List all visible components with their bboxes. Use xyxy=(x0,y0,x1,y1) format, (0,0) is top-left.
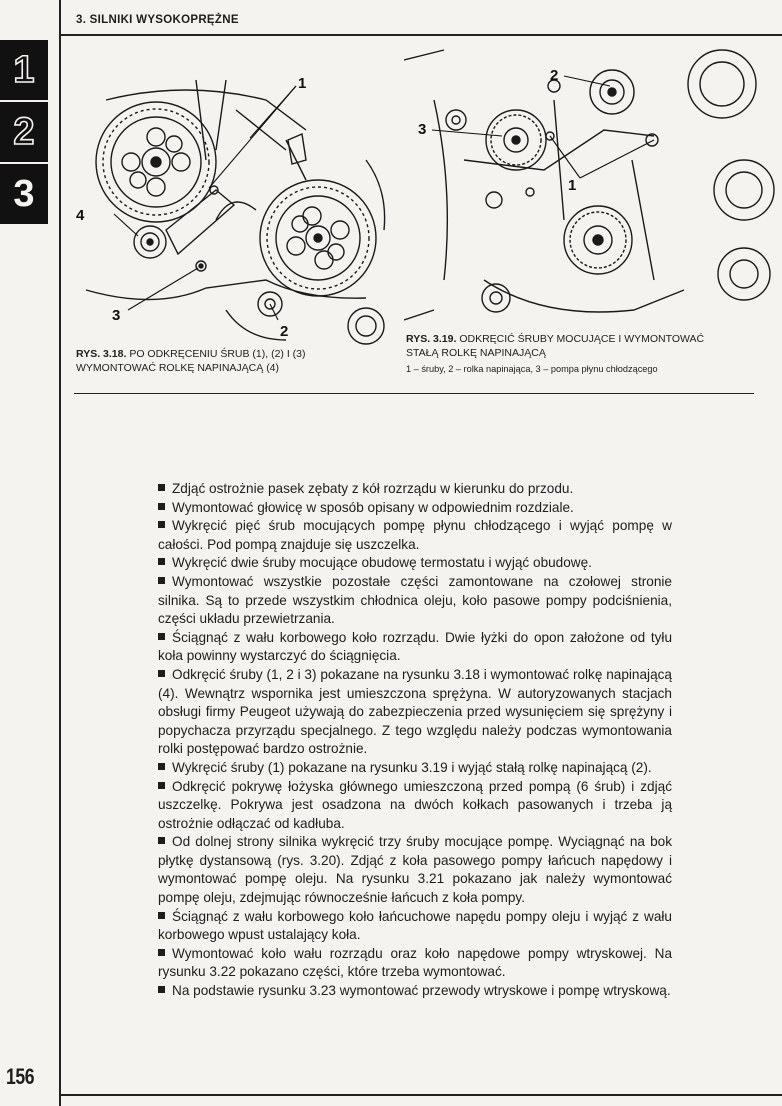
bullet-icon xyxy=(158,912,165,919)
callout-3: 3 xyxy=(112,307,121,324)
instruction-paragraph: Wykręcić pięć śrub mocujących pompę płynu chłodzącego i wyjąć pompę w całości. Pod pompą znajduje się uszczelka. xyxy=(158,518,672,552)
bullet-icon xyxy=(158,503,165,510)
chapter-tab-3: 3 xyxy=(0,164,48,224)
instruction-paragraph: Wykręcić śruby (1) pokazane na rysunku 3.19 i wyjąć stałą rolkę napinającą (2). xyxy=(158,759,672,778)
bullet-icon xyxy=(158,949,165,956)
callout-1: 1 xyxy=(568,177,577,194)
callout-3: 3 xyxy=(418,121,427,138)
instruction-paragraph: Ściągnąć z wału korbowego koło rozrządu. Dwie łyżki do opon założone od tyłu koła powinny wystarczyć do ściągnięcia. xyxy=(158,629,672,664)
figure-3-19-caption xyxy=(406,332,706,360)
header-rule xyxy=(60,34,782,36)
bullet-icon xyxy=(158,763,165,770)
instruction-paragraph: Wykręcić dwie śruby mocujące obudowę termostatu i wyjąć obudowę. xyxy=(158,554,672,573)
figure-3-19-caption-text: ODKRĘCIĆ ŚRUBY MOCUJĄCE I WYMONTOWAĆ STAŁĄ ROLKĘ NAPINAJĄCĄ xyxy=(406,333,705,359)
injection-pump-gear xyxy=(564,206,632,274)
instruction-paragraph: Wymontować wszystkie pozostałe części zamontowane na czołowej stronie silnika. Są to przede wszystkim chłodnica oleju, koło pasowe pompy podciśnienia, części układu przewietrzania. xyxy=(158,573,672,627)
footer-rule xyxy=(60,1094,782,1096)
instruction-paragraph: Odkręcić śruby (1, 2 i 3) pokazane na rysunku 3.18 i wymontować rolkę napinającą (4). Wewnątrz wspornika jest umieszczona sprężyna. W autoryzowanych stacjach obsługi firmy Peugeot używają do zabezpieczenia przed wysunięciem się sprężyny i popychacza przyrządu specjalnego. Z tego względu należy podczas wymontowania rolki postępować bardzo ostrożnie. xyxy=(158,666,672,757)
instruction-paragraph: Od dolnej strony silnika wykręcić trzy śruby mocujące pompę. Wyciągnąć na bok płytkę dystansową (rys. 3.20). Zdjąć z koła pasowego pompy łańcuch napędowy i wymontować pompę oleju. Na rysunku 3.21 pokazano jak należy wymontować pompę oleju, zdejmując równocześnie łańcuch z koła pompy. xyxy=(158,834,672,906)
chapter-tab-2: 2 xyxy=(0,102,48,162)
instruction-paragraph: Na podstawie rysunku 3.23 wymontować przewody wtryskowe i pompę wtryskową. xyxy=(158,982,672,1001)
tensioner-roller xyxy=(134,190,234,258)
figure-3-19-legend: 1 – śruby, 2 – rolka napinająca, 3 – pompa płynu chłodzącego xyxy=(406,364,658,374)
fixed-tensioner-roller xyxy=(590,70,634,114)
instruction-paragraph: Zdjąć ostrożnie pasek zębaty z kół rozrządu w kierunku do przodu. xyxy=(158,480,672,499)
chapter-tab-1: 1 xyxy=(0,40,48,100)
instructions-text xyxy=(158,480,672,1001)
engine-housing-lines xyxy=(86,80,385,344)
bullet-icon xyxy=(158,782,165,789)
callout-2: 2 xyxy=(550,67,559,84)
left-margin-rule xyxy=(59,0,61,1106)
bullet-icon xyxy=(158,558,165,565)
instruction-paragraph: Wymontować głowicę w sposób opisany w odpowiednim rozdziale. xyxy=(158,499,672,518)
bullet-icon xyxy=(158,484,165,491)
figure-3-18-caption-text: PO ODKRĘCENIU ŚRUB (1), (2) I (3) WYMONTOWAĆ ROLKĘ NAPINAJĄCĄ (4) xyxy=(76,348,306,374)
figure-3-19-number: RYS. 3.19. xyxy=(406,333,457,345)
bullet-icon xyxy=(158,986,165,993)
bullet-icon xyxy=(158,521,165,528)
coolant-pump-gear xyxy=(486,110,546,170)
callout-2: 2 xyxy=(280,323,289,340)
bullet-icon xyxy=(158,633,165,640)
bullet-icon xyxy=(158,577,165,584)
callout-1: 1 xyxy=(298,75,307,92)
bullet-icon xyxy=(158,837,165,844)
figures-separator-rule xyxy=(74,393,754,394)
page-number: 156 xyxy=(6,1064,35,1089)
instruction-paragraph: Wymontować koło wału rozrządu oraz koło napędowe pompy wtryskowej. Na rysunku 3.22 pokazano części, które trzeba wymontować. xyxy=(158,945,672,980)
figure-3-18-caption xyxy=(76,347,386,375)
instruction-paragraph: Ściągnąć z wału korbowego koło łańcuchowe napędu pompy oleju i wyjąć z wału korbowego wpust ustalający koła. xyxy=(158,908,672,943)
camshaft-gear-right xyxy=(260,180,376,296)
engine-housing-lines-right xyxy=(404,50,774,320)
callout-4: 4 xyxy=(76,207,85,224)
instruction-paragraph: Odkręcić pokrywę łożyska głównego umieszczoną przed pompą (6 śrub) i zdjąć uszczelkę. Pokrywa jest osadzona na dwóch kołkach pasowanych i trzeba ją ostrożnie odłączać od kadłuba. xyxy=(158,778,672,831)
figure-3-18-number: RYS. 3.18. xyxy=(76,348,127,360)
figure-3-18-drawing xyxy=(66,40,400,346)
bullet-icon xyxy=(158,670,165,677)
figure-3-19-drawing xyxy=(404,40,782,330)
section-title: 3. SILNIKI WYSOKOPRĘŻNE xyxy=(76,14,239,26)
leader-lines-3-18 xyxy=(114,86,296,320)
